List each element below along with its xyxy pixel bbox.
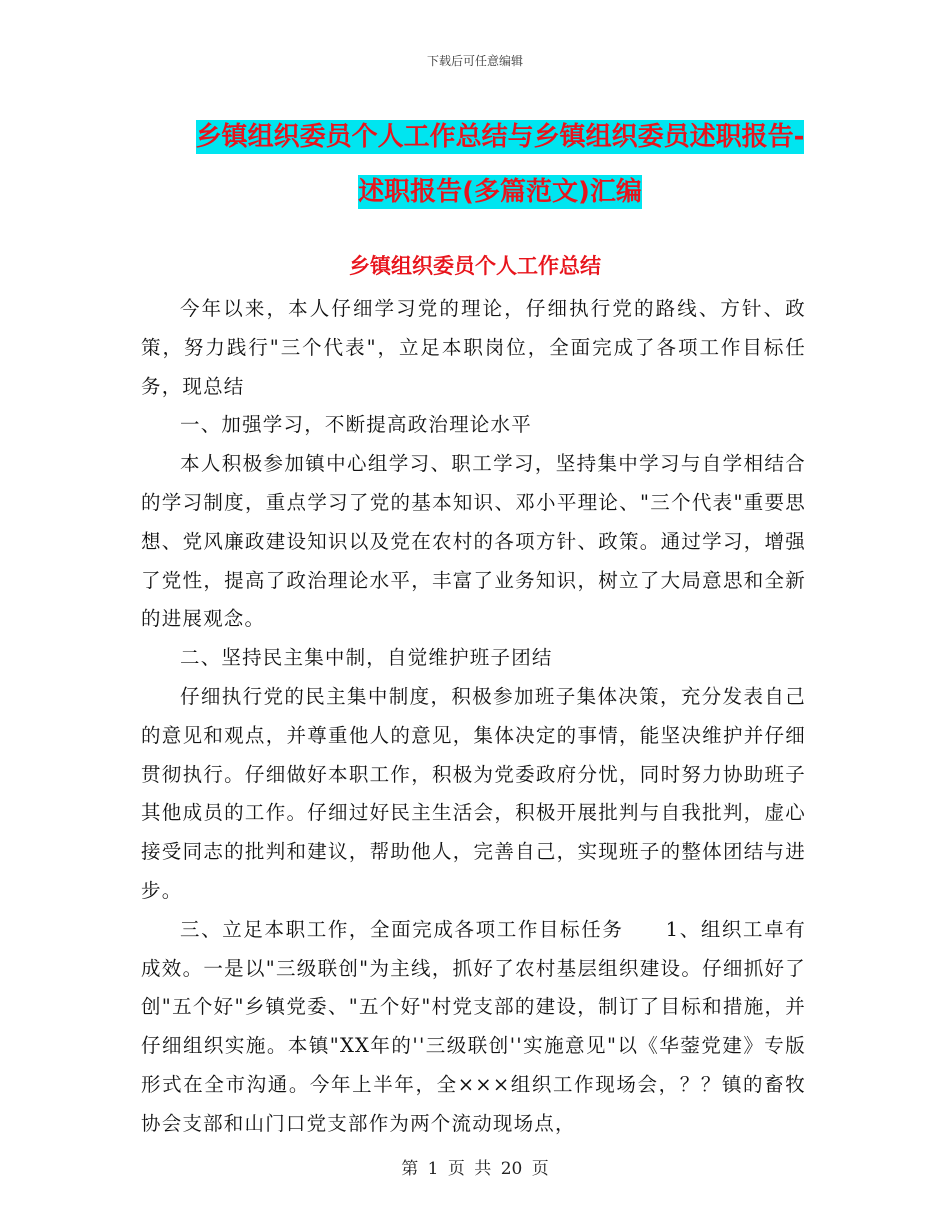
document-title-line-2: 述职报告(多篇范文)汇编 bbox=[358, 177, 642, 207]
header-note: 下载后可任意编辑 bbox=[426, 54, 523, 68]
paragraph-3: 三、立足本职工作，全面完成各项工作目标任务 1、组织工卓有成效。一是以"三级联创"为主线，抓好了农村基层组织建设。仔细抓好了创"五个好"乡镇党委、"五个好"村党支部的建设，制订了目标和措施，并仔细组织实施。本镇"XX年的''三级联创''实施意见"以《华蓥党建》专版形式在全市沟通。今年上半年，全×××组织工作现场会，？？镇的畜牧协会支部和山门口党支部作为两个流动现场点， bbox=[141, 917, 806, 1135]
section-title: 乡镇组织委员个人工作总结 bbox=[349, 254, 601, 278]
page-footer: 第 1 页 共 20 页 bbox=[401, 1159, 549, 1179]
heading-1: 一、加强学习，不断提高政治理论水平 bbox=[180, 413, 532, 437]
document-title bbox=[150, 110, 850, 220]
body-text bbox=[141, 290, 806, 1144]
document-title-line-1: 乡镇组织委员个人工作总结与乡镇组织委员述职报告- bbox=[195, 122, 805, 152]
heading-2: 二、坚持民主集中制，自觉维护班子团结 bbox=[180, 646, 553, 670]
paragraph-2: 仔细执行党的民主集中制度，积极参加班子集体决策，充分发表自己的意见和观点，并尊重他人的意见，集体决定的事情，能坚决维护并仔细贯彻执行。仔细做好本职工作，积极为党委政府分忧，同时努力协助班子其他成员的工作。仔细过好民主生活会，积极开展批判与自我批判，虚心接受同志的批判和建议，帮助他人，完善自己，实现班子的整体团结与进步。 bbox=[141, 684, 806, 902]
paragraph-intro: 今年以来，本人仔细学习党的理论，仔细执行党的路线、方针、政策，努力践行"三个代表"，立足本职岗位，全面完成了各项工作目标任务，现总结 bbox=[141, 297, 806, 398]
paragraph-1: 本人积极参加镇中心组学习、职工学习，坚持集中学习与自学相结合的学习制度，重点学习了党的基本知识、邓小平理论、"三个代表"重要思想、党风廉政建设知识以及党在农村的各项方针、政策。通过学习，增强了党性，提高了政治理论水平，丰富了业务知识，树立了大局意思和全新的进展观念。 bbox=[141, 452, 806, 631]
